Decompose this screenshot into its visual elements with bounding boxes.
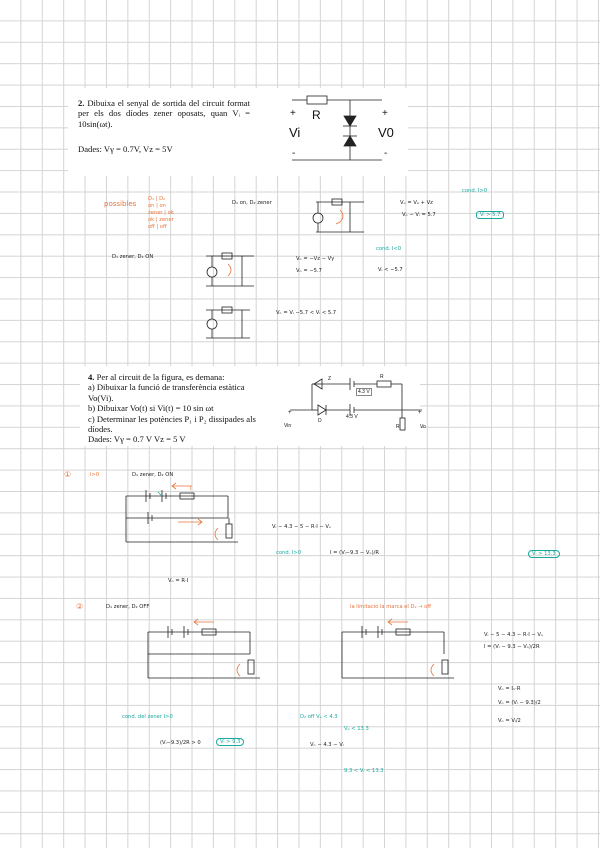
p4-r-top-label: R [380, 374, 384, 380]
note-table-row: off | off [148, 224, 167, 230]
note-eq1b: Vₒ − Vᵢ = 5.7 [402, 212, 436, 218]
problem-4-part-b: b) Dibuixar Vo(t) si Vi(t) = 10 sin ωt [88, 403, 214, 414]
problem-2-statement [78, 98, 250, 129]
note-p4-eq2: Vᵢ − 5 − 4.3 − R·I − Vₒ [484, 632, 544, 638]
note-case3: Vₒ = Vᵢ −5.7 < Vᵢ < 5.7 [276, 310, 337, 316]
p2-vout-label: V0 [378, 125, 394, 140]
sketch-circuit-p4-case2a [140, 618, 270, 688]
note-table-row: ok | zener [148, 217, 174, 223]
problem-4-circuit [282, 372, 432, 436]
note-p4-eq2b: I = (Vᵢ − 9.3 − Vₒ)/2R [484, 644, 540, 650]
note-p4-case1: D₁ zener, D₂ ON [132, 472, 174, 478]
p2-vin-label: Vi [289, 125, 301, 140]
note-p4-cond2b: (Vᵢ−9.3)/2R > 0 [160, 740, 201, 746]
note-p4-eq2d: Vₒ = (Vᵢ − 9.3)/2 [498, 700, 541, 706]
note-table-row: on | on [148, 203, 166, 209]
problem-4-number: 4. [88, 372, 95, 382]
p2-minus-out: - [384, 148, 388, 159]
problem-2-text: Dibuixa el senyal de sortida del circuit format per els dos díodes zener oposats, quan Vᵢ = 10sin(ωt). [78, 98, 250, 129]
note-eq2b: Vₒ = −5.7 [296, 268, 322, 274]
note-p4-eq1c: Vₒ = R·I [168, 578, 189, 584]
problem-4-part-a: a) Dibuixar la funció de transferència estàtica Vo(Vi). [88, 382, 245, 403]
sketch-circuit-case1 [310, 196, 370, 236]
sketch-circuit-case2 [200, 250, 264, 290]
p4-z-label: Z [328, 376, 332, 382]
note-p4-case2: D₁ zener, D₂ OFF [106, 604, 150, 610]
note-res2: Vᵢ < −5.7 [378, 267, 403, 273]
note-p4-eq1: Vᵢ − 4.3 − 5 − R·I − Vₒ [272, 524, 332, 530]
p4-v1-label: 4.3 V [358, 389, 370, 395]
note-possibles: possibles [104, 200, 137, 208]
p4-vin-label: Vin [284, 423, 292, 429]
note-p4-eq2e: Vₒ = Vᵢ/2 [498, 718, 521, 724]
problem-4-statement [88, 372, 268, 445]
problem-2-data: Dades: Vγ = 0.7V, Vz = 5V [78, 144, 173, 154]
note-case1-number: ① [64, 470, 72, 479]
note-case2-number: ② [76, 602, 84, 611]
note-res1: Vᵢ > 5.7 [476, 211, 504, 219]
note-p4-eq2c: Vₒ = Iₓ·R [498, 686, 521, 692]
note-case1: D₁ on, D₂ zener [232, 200, 272, 206]
note-p4-cond2: cond. del zener I>0 [122, 714, 173, 720]
p2-resistor-label: R [312, 108, 321, 122]
note-p4-current: I [190, 486, 192, 492]
note-p4-res1: Vᵢ > 13.3 [528, 550, 560, 558]
note-table-row: D₁ | D₂ [148, 196, 166, 202]
note-case1-cond: I>0 [90, 472, 100, 478]
p2-plus-in: + [290, 108, 296, 119]
p2-minus-in: - [292, 148, 296, 159]
note-cond1: cond. I>0 [462, 188, 488, 194]
problem-4-intro: Per al circuit de la figura, es demana: [96, 372, 225, 382]
note-p4-res2: Vᵢ > 9.3 [216, 738, 244, 746]
p4-r-bottom-label: R [396, 424, 400, 430]
note-eq1: Vₒ = Vₐ + Vz [400, 200, 433, 206]
note-p4-res3: 9.3 < Vᵢ < 13.3 [344, 768, 384, 774]
note-p4-note2: la limitació la marca el D₂ → off [350, 604, 431, 610]
note-p4-cond1: cond. I>0 [276, 550, 302, 556]
problem-2-number: 2. [78, 98, 85, 108]
p2-plus-out: + [382, 108, 388, 119]
note-p4-cond3c: Vₒ − 4.3 − Vᵢ [310, 742, 344, 748]
problem-4-data: Dades: Vγ = 0.7 V Vz = 5 V [88, 434, 186, 445]
problem-4-part-c: c) Determinar les potències P₁ i P₂ dissipades als díodes. [88, 413, 256, 435]
p4-vout-label: Vo [420, 424, 426, 430]
note-cond2: cond. I<0 [376, 246, 402, 252]
p4-d-label: D [318, 418, 322, 424]
note-p4-cond3b: Vₐ < 13.3 [344, 726, 369, 732]
note-p4-cond3: D₂ off Vₐ < 4.3 [300, 714, 338, 720]
note-case2: D₁ zener, D₂ ON [112, 254, 154, 260]
p4-plus-right: + [418, 410, 422, 416]
p4-v2-label: 4.3 V [346, 414, 358, 420]
sketch-circuit-p4-case1 [118, 482, 248, 554]
note-eq2: Vₒ = −Vz − Vγ [296, 256, 335, 262]
p4-plus-left: + [288, 410, 292, 416]
sketch-circuit-p4-case2b [334, 618, 464, 688]
sketch-circuit-case3 [200, 304, 260, 342]
note-table-row: zener | ok [148, 210, 174, 216]
note-p4-eq1b: I = (Vᵢ−9.3 − Vₒ)/R [330, 550, 379, 556]
